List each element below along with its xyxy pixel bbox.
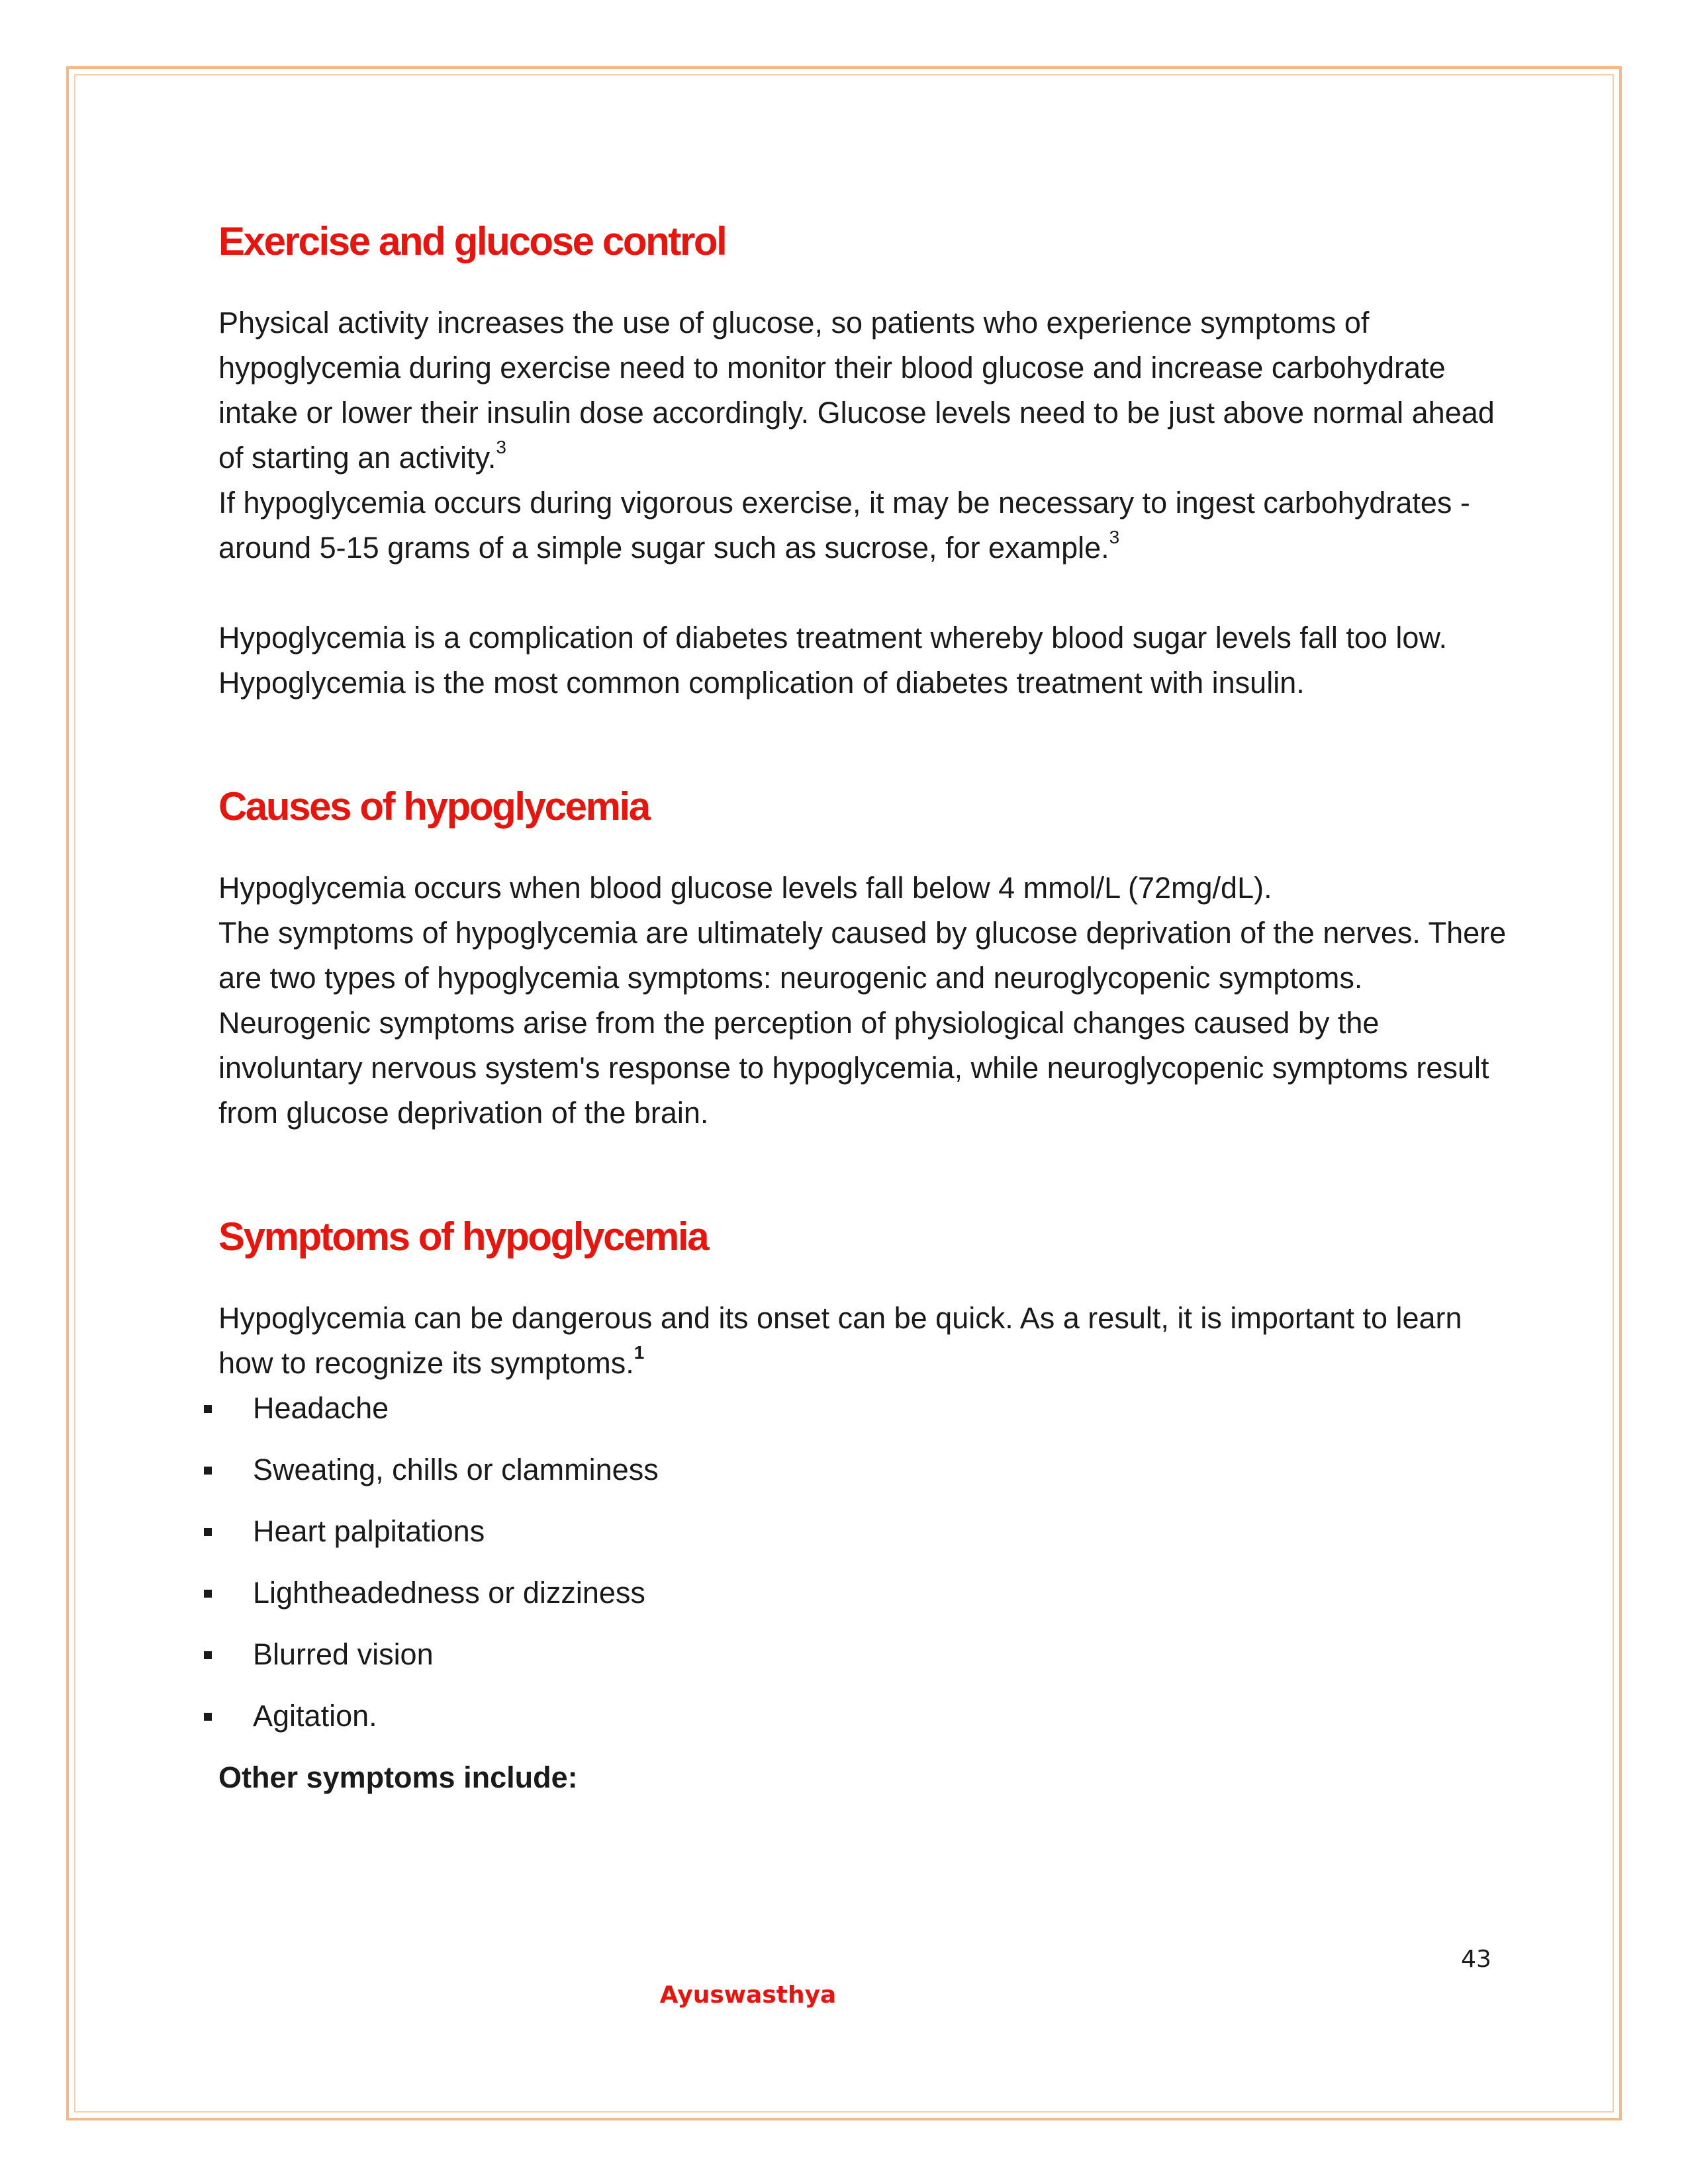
page-number: 43 (1461, 1946, 1491, 1973)
paragraph: Neurogenic symptoms arise from the perception of physiological changes caused by the involuntary nervous system's response to hypoglycemia, while neuroglycopenic symptoms result from glucose deprivation of the brain. (218, 1006, 1489, 1130)
paragraph: If hypoglycemia occurs during vigorous exercise, it may be necessary to ingest carbohydrates - around 5-15 grams of a simple sugar such as sucrose, for example.$^3$ (218, 486, 1470, 565)
square-bullet-icon (204, 1528, 212, 1536)
page-content (218, 212, 1509, 1800)
paragraph: Hypoglycemia occurs when blood glucose levels fall below 4 mmol/L (72mg/dL). (218, 871, 1272, 905)
list-item: Headache (218, 1386, 1509, 1431)
footnote-ref: 3 (1109, 527, 1120, 547)
footer-brand: Ayuswasthya (659, 1981, 837, 2009)
square-bullet-icon (204, 1651, 212, 1659)
footnote-ref: 1 (633, 1342, 645, 1363)
paragraph: Hypoglycemia can be dangerous and its onset can be quick. As a result, it is important to learn how to recognize its symptoms.$^1$ (218, 1301, 1462, 1380)
paragraph: Physical activity increases the use of glucose, so patients who experience symptoms of hypoglycemia during exercise need to monitor their blood glucose and increase carbohydrate intake or lower their insulin dose accordingly. Glucose levels need to be just above normal ahead of starting an activity.$^3$ (218, 306, 1495, 475)
list-item: Sweating, chills or clamminess (218, 1447, 1509, 1492)
heading-exercise: Exercise and glucose control (218, 219, 726, 263)
heading-symptoms: Symptoms of hypoglycemia (218, 1214, 708, 1259)
heading-causes: Causes of hypoglycemia (218, 784, 649, 829)
list-item: Heart palpitations (218, 1509, 1509, 1554)
square-bullet-icon (204, 1405, 212, 1413)
paragraph: Hypoglycemia is a complication of diabetes treatment whereby blood sugar levels fall too low. (218, 621, 1447, 655)
footnote-ref: 3 (496, 437, 506, 457)
list-item: Blurred vision (218, 1632, 1509, 1677)
square-bullet-icon (204, 1467, 212, 1475)
paragraph: Hypoglycemia is the most common complication of diabetes treatment with insulin. (218, 666, 1305, 700)
symptom-list (218, 1386, 1509, 1739)
paragraph: The symptoms of hypoglycemia are ultimately caused by glucose deprivation of the nerves. There are two types of hypoglycemia symptoms: neurogenic and neuroglycopenic symptoms. (218, 916, 1507, 995)
square-bullet-icon (204, 1713, 212, 1721)
list-item: Lightheadedness or dizziness (218, 1570, 1509, 1615)
other-symptoms-label: Other symptoms include: (218, 1760, 578, 1794)
square-bullet-icon (204, 1590, 212, 1598)
list-item: Agitation. (218, 1694, 1509, 1739)
